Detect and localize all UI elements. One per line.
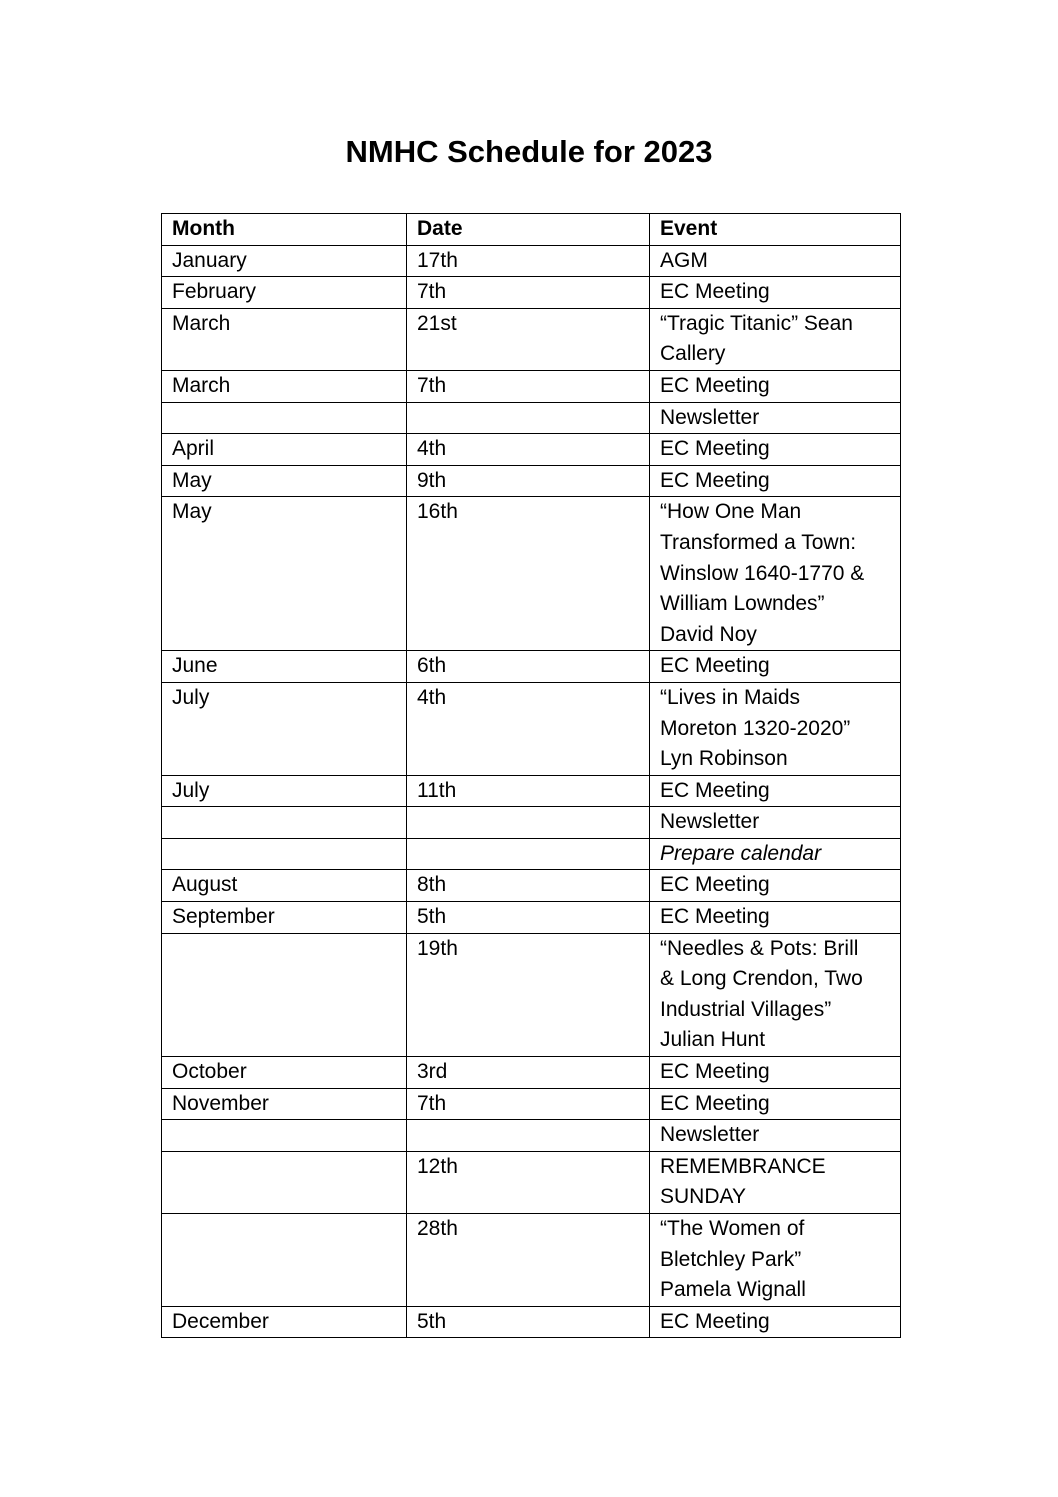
cell-event: “The Women of Bletchley Park” Pamela Wignall [650,1214,901,1307]
cell-month: March [162,370,407,402]
table-row [162,682,901,775]
table-header-row [162,214,901,246]
cell-date: 6th [407,651,650,683]
cell-date: 7th [407,370,650,402]
table-row [162,1306,901,1338]
cell-month [162,807,407,839]
cell-month: May [162,465,407,497]
table-row [162,245,901,277]
cell-date [407,807,650,839]
table-row [162,1120,901,1152]
cell-event: REMEMBRANCE SUNDAY [650,1151,901,1213]
table-row [162,902,901,934]
cell-event: Newsletter [650,402,901,434]
cell-month [162,1120,407,1152]
cell-date: 28th [407,1214,650,1307]
cell-event: “How One Man Transformed a Town: Winslow 1640-1770 & William Lowndes” David Noy [650,497,901,651]
cell-event: EC Meeting [650,870,901,902]
cell-month: July [162,682,407,775]
cell-month [162,933,407,1056]
table-row [162,775,901,807]
cell-date: 7th [407,1088,650,1120]
column-header-date: Date [407,214,650,246]
cell-month: February [162,277,407,309]
cell-date: 4th [407,682,650,775]
cell-event: Prepare calendar [650,838,901,870]
table-row [162,807,901,839]
cell-date: 19th [407,933,650,1056]
cell-date: 9th [407,465,650,497]
cell-event: EC Meeting [650,277,901,309]
table-row [162,1057,901,1089]
cell-date: 5th [407,1306,650,1338]
table-row [162,1151,901,1213]
cell-event: EC Meeting [650,651,901,683]
table-row [162,402,901,434]
cell-date: 5th [407,902,650,934]
table-row [162,838,901,870]
table-row [162,870,901,902]
cell-month: May [162,497,407,651]
cell-date: 3rd [407,1057,650,1089]
cell-date: 17th [407,245,650,277]
table-row [162,651,901,683]
cell-event: “Needles & Pots: Brill & Long Crendon, Two Industrial Villages” Julian Hunt [650,933,901,1056]
cell-event: “Tragic Titanic” Sean Callery [650,308,901,370]
cell-event: EC Meeting [650,1088,901,1120]
table-row [162,1088,901,1120]
cell-month: August [162,870,407,902]
cell-date: 4th [407,434,650,466]
cell-month: November [162,1088,407,1120]
cell-date: 8th [407,870,650,902]
cell-event: EC Meeting [650,1057,901,1089]
cell-month: April [162,434,407,466]
cell-month [162,838,407,870]
cell-month: December [162,1306,407,1338]
cell-month [162,402,407,434]
cell-event: EC Meeting [650,775,901,807]
cell-month: June [162,651,407,683]
cell-date: 16th [407,497,650,651]
cell-month: October [162,1057,407,1089]
page-title: NMHC Schedule for 2023 [345,134,713,169]
table-row [162,308,901,370]
cell-date: 11th [407,775,650,807]
cell-event: EC Meeting [650,1306,901,1338]
cell-month: March [162,308,407,370]
table-row [162,933,901,1056]
schedule-table [161,213,901,1338]
cell-event: Newsletter [650,1120,901,1152]
cell-date [407,1120,650,1152]
table-row [162,1214,901,1307]
cell-event: AGM [650,245,901,277]
cell-month: September [162,902,407,934]
cell-event: EC Meeting [650,434,901,466]
cell-date: 12th [407,1151,650,1213]
cell-month [162,1151,407,1213]
table-row [162,465,901,497]
cell-event: EC Meeting [650,902,901,934]
cell-event: “Lives in Maids Moreton 1320-2020” Lyn Robinson [650,682,901,775]
table-body [162,245,901,1338]
cell-date: 7th [407,277,650,309]
table-row [162,370,901,402]
table-row [162,434,901,466]
column-header-month: Month [162,214,407,246]
cell-date: 21st [407,308,650,370]
cell-month: July [162,775,407,807]
table-row [162,497,901,651]
cell-event: EC Meeting [650,370,901,402]
cell-month [162,1214,407,1307]
cell-event: EC Meeting [650,465,901,497]
cell-event: Newsletter [650,807,901,839]
table-row [162,277,901,309]
cell-date [407,402,650,434]
column-header-event: Event [650,214,901,246]
cell-date [407,838,650,870]
cell-month: January [162,245,407,277]
